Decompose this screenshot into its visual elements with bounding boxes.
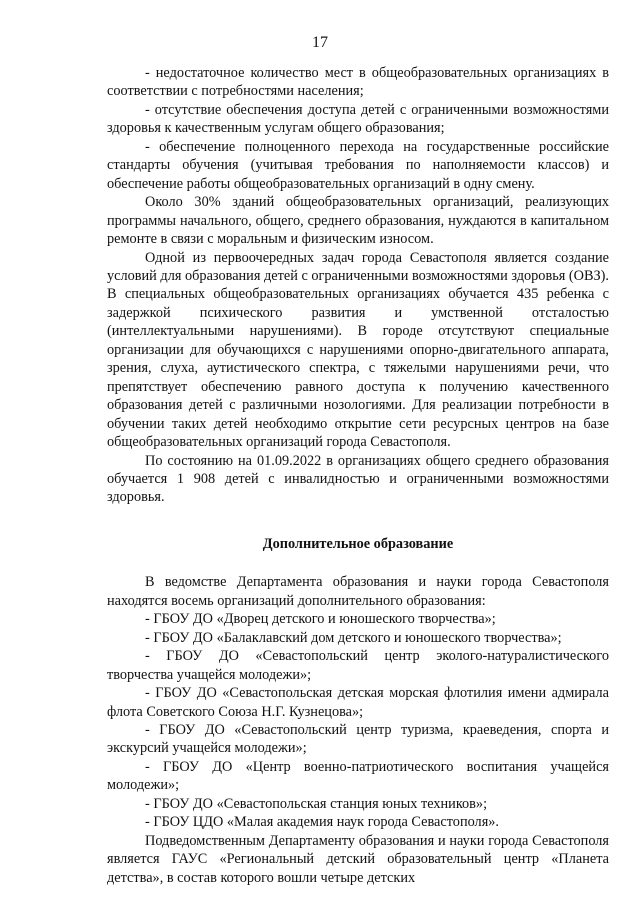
paragraph: - отсутствие обеспечения доступа детей с ограниченными возможностями здоровья к качественным услугам общего образования; [107, 101, 609, 137]
list-item: - ГБОУ ДО «Севастопольская станция юных техников»; [145, 795, 488, 812]
list-item: - ГБОУ ДО «Севастопольский центр эколого-натуралистического творчества учащейся молодежи»; [107, 648, 609, 683]
page-number: 17 [312, 34, 328, 51]
paragraph: - обеспечение полноценного перехода на государственные российские стандарты обучения (учитывая требования по наполняемости классов) и обеспечение работы общеобразовательных организаций в одну смену. [107, 138, 609, 192]
page-body [107, 64, 609, 887]
section-closing-paragraph: Подведомственным Департаменту образования и науки города Севастополя является ГАУС «Региональный детский образовательный центр «Планета детства», в состав которого вошли четыре детских [107, 832, 609, 886]
list-item: - ГБОУ ЦДО «Малая академия наук города Севастополя». [145, 814, 499, 831]
list-item: - ГБОУ ДО «Центр военно-патриотического воспитания учащейся молодежи»; [107, 758, 609, 794]
paragraph: - недостаточное количество мест в общеобразовательных организациях в соответствии с потребностями населения; [107, 65, 609, 100]
paragraph: По состоянию на 01.09.2022 в организациях общего среднего образования обучается 1 908 детей с инвалидностью и ограниченными возможностями здоровья. [107, 452, 609, 506]
list-item: - ГБОУ ДО «Дворец детского и юношеского творчества»; [145, 611, 496, 628]
list-item: - ГБОУ ДО «Балаклавский дом детского и юношеского творчества»; [145, 629, 562, 646]
paragraph: Около 30% зданий общеобразовательных организаций, реализующих программы начального, общего, среднего образования, нуждаются в капитальном ремонте в связи с моральным и физическим износом. [107, 194, 609, 248]
section-heading: Дополнительное образование [262, 535, 454, 552]
list-item: - ГБОУ ДО «Севастопольский центр туризма, краеведения, спорта и экскурсий учащейся молодежи»; [107, 721, 609, 757]
section-intro: В ведомстве Департамента образования и науки города Севастополя находятся восемь организаций дополнительного образования: [107, 574, 609, 609]
paragraph: Одной из первоочередных задач города Севастополя является создание условий для образования детей с ограниченными возможностями здоровья (ОВЗ). В специальных общеобразовательных организациях обучается 435 ребенка с задержкой психического развития и умственной отсталостью (интеллектуальными нарушениями). В городе отсутствуют специальные организации для обучающихся с нарушениями опорно-двигательного аппарата, зрения, слуха, аутистического спектра, с тяжелыми нарушениями речи, что препятствует обеспечению равного доступа к получению качественного образования детей с различными нозологиями. Для реализации потребности в обучении таких детей необходимо открытие сети ресурсных центров на базе общеобразовательных организаций города Севастополя. [107, 249, 609, 451]
list-item: - ГБОУ ДО «Севастопольская детская морская флотилия имени адмирала флота Советского Союза Н.Г. Кузнецова»; [107, 685, 609, 720]
